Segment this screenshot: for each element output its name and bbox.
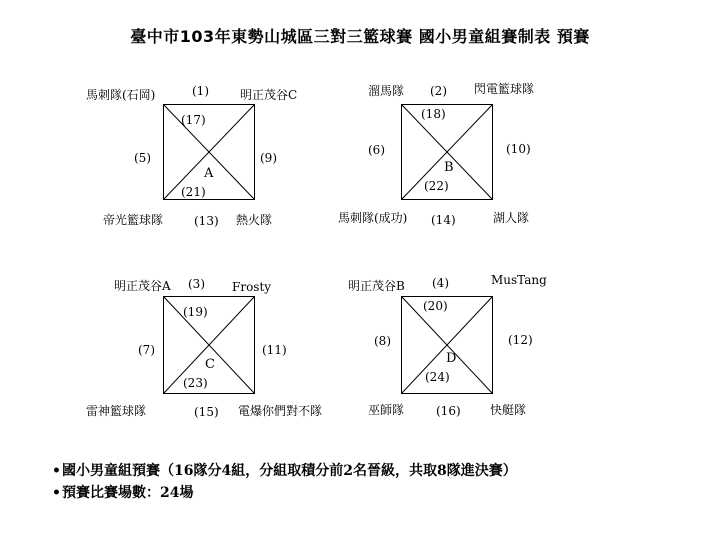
group-a-game-right: (9) bbox=[260, 151, 277, 165]
group-d-team-bottom-left: 巫師隊 bbox=[368, 403, 405, 417]
group-d-team-top-left: 明正茂谷B bbox=[348, 279, 405, 293]
group-b-game-top: (2) bbox=[430, 84, 447, 98]
group-c-team-bottom-left: 雷神籃球隊 bbox=[86, 404, 147, 418]
group-b-label: B bbox=[444, 160, 454, 175]
group-c-team-top-left: 明正茂谷A bbox=[114, 279, 171, 293]
group-d-game-top: (4) bbox=[432, 276, 449, 290]
group-b-team-top-left: 溜馬隊 bbox=[368, 84, 405, 98]
group-d-game-left: (8) bbox=[374, 334, 391, 348]
group-c-bracket bbox=[163, 296, 255, 394]
group-a-label: A bbox=[204, 166, 214, 181]
group-c-game-left: (7) bbox=[138, 343, 155, 357]
group-b-game-bottom: (14) bbox=[431, 213, 456, 227]
group-a-team-bottom-right: 熱火隊 bbox=[236, 213, 273, 227]
group-a-team-top-left: 馬刺隊(石岡) bbox=[86, 88, 156, 102]
note-format: • 國小男童組預賽（16隊分4組，分組取積分前2名晉級，共取8隊進決賽） bbox=[52, 460, 517, 482]
note-game-count: • 預賽比賽場數：24場 bbox=[52, 482, 517, 504]
group-c-label: C bbox=[205, 357, 215, 372]
group-d-game-diag-bottom: (24) bbox=[425, 370, 450, 384]
group-b-team-bottom-left: 馬刺隊(成功) bbox=[338, 211, 408, 225]
group-a-game-left: (5) bbox=[134, 151, 151, 165]
group-a-game-top: (1) bbox=[192, 84, 209, 98]
group-c-game-right: (11) bbox=[262, 343, 287, 357]
group-d-game-bottom: (16) bbox=[436, 404, 461, 418]
notes-list bbox=[52, 460, 517, 504]
group-c-game-diag-bottom: (23) bbox=[183, 376, 208, 390]
group-c-team-top-right: Frosty bbox=[232, 280, 272, 294]
group-b-game-diag-bottom: (22) bbox=[424, 179, 449, 193]
group-d-label: D bbox=[446, 351, 457, 366]
group-d-team-bottom-right: 快艇隊 bbox=[490, 403, 527, 417]
group-c-game-diag-top: (19) bbox=[183, 305, 208, 319]
page-title: 臺中市103年東勢山城區三對三籃球賽 國小男童組賽制表 預賽 bbox=[130, 27, 590, 46]
group-c-team-bottom-right: 電爆你們對不隊 bbox=[238, 404, 323, 418]
group-d-game-diag-top: (20) bbox=[423, 299, 448, 313]
group-a-game-diag-top: (17) bbox=[181, 113, 206, 127]
group-b-team-top-right: 閃電籃球隊 bbox=[474, 82, 535, 96]
group-d-team-top-right: MusTang bbox=[491, 273, 547, 287]
group-c-game-bottom: (15) bbox=[194, 405, 219, 419]
group-b-game-left: (6) bbox=[368, 143, 385, 157]
group-a-team-bottom-left: 帝光籃球隊 bbox=[103, 213, 164, 227]
group-b-game-diag-top: (18) bbox=[421, 107, 446, 121]
group-d-game-right: (12) bbox=[508, 333, 533, 347]
group-b-team-bottom-right: 湖人隊 bbox=[493, 211, 530, 225]
group-a-game-diag-bottom: (21) bbox=[181, 185, 206, 199]
group-a-team-top-right: 明正茂谷C bbox=[240, 88, 298, 102]
group-a-game-bottom: (13) bbox=[194, 214, 219, 228]
group-b-game-right: (10) bbox=[506, 142, 531, 156]
group-c-game-top: (3) bbox=[188, 277, 205, 291]
group-a-bracket bbox=[163, 104, 255, 200]
